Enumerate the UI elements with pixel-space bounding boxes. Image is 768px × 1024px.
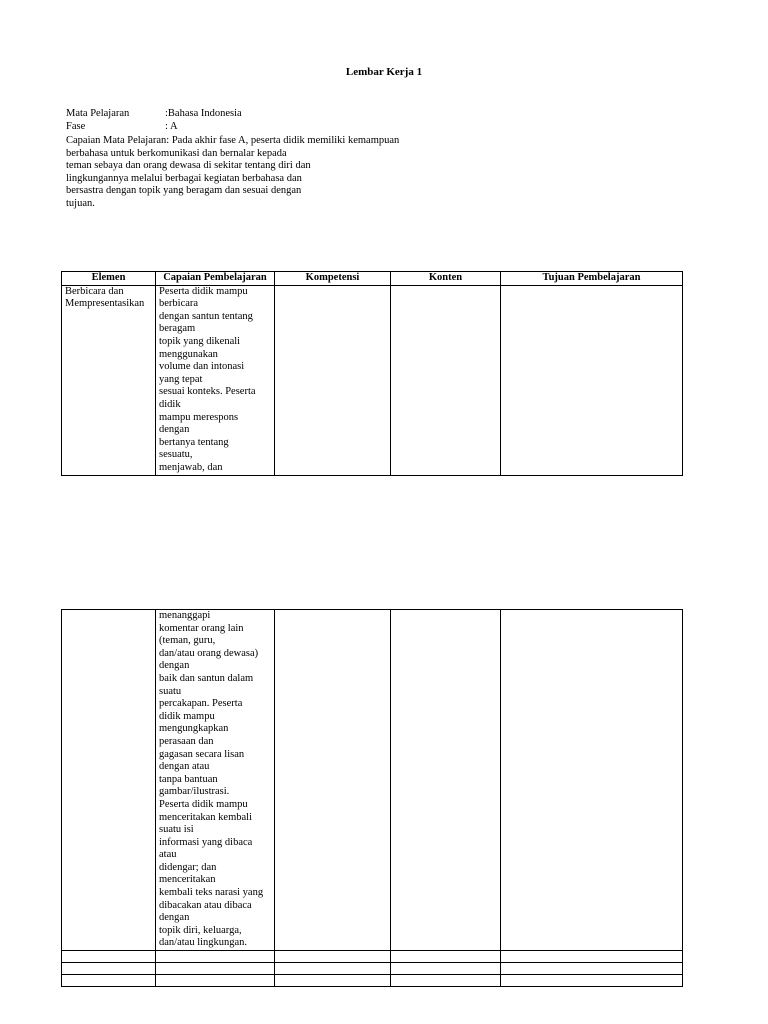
cell-konten[interactable] xyxy=(391,610,501,951)
cell-kompetensi[interactable] xyxy=(275,951,391,963)
meta-row-subject xyxy=(66,108,426,121)
table-row xyxy=(62,975,683,987)
worksheet-table-continued xyxy=(61,609,683,987)
capaian-line: beragam xyxy=(159,323,196,335)
capaian-line: perasaan dan xyxy=(159,735,214,747)
cell-capaian xyxy=(156,610,275,951)
page-title: Lembar Kerja 1 xyxy=(345,66,423,78)
capaian-line: dengan xyxy=(159,912,190,924)
capaian-line: volume dan intonasi xyxy=(159,361,245,373)
description-line: berbahasa untuk berkomunikasi dan bernalar kepada xyxy=(66,147,287,159)
capaian-line: bertanya tentang xyxy=(159,436,229,448)
capaian-line: dengan atau xyxy=(159,761,210,773)
meta-value: : A xyxy=(165,120,178,132)
cell-konten[interactable] xyxy=(391,285,501,475)
elemen-line: Berbicara dan xyxy=(65,285,124,297)
cell-elemen[interactable] xyxy=(62,975,156,987)
capaian-line: berbicara xyxy=(159,298,199,310)
meta-label: Fase xyxy=(66,120,86,132)
cell-tujuan[interactable] xyxy=(501,285,683,475)
cell-kompetensi[interactable] xyxy=(275,963,391,975)
capaian-line: (teman, guru, xyxy=(159,635,216,647)
capaian-line: dengan santun tentang xyxy=(159,310,253,322)
cell-konten[interactable] xyxy=(391,951,501,963)
header-kompetensi: Kompetensi xyxy=(275,272,391,286)
cell-capaian[interactable] xyxy=(156,963,275,975)
capaian-line: gambar/ilustrasi. xyxy=(159,786,230,798)
capaian-line: dan/atau lingkungan. xyxy=(159,937,248,949)
table-row xyxy=(62,951,683,963)
cell-capaian[interactable] xyxy=(156,951,275,963)
description-line: bersastra dengan topik yang beragam dan sesuai dengan xyxy=(66,185,302,197)
cell-elemen[interactable] xyxy=(62,963,156,975)
capaian-line: dengan xyxy=(159,424,190,436)
capaian-line: dan/atau orang dewasa) xyxy=(159,647,259,659)
capaian-line: Peserta didik mampu xyxy=(159,798,248,810)
capaian-line: dengan xyxy=(159,660,190,672)
cell-kompetensi[interactable] xyxy=(275,975,391,987)
description-line: tujuan. xyxy=(66,197,95,209)
capaian-line: gagasan secara lisan xyxy=(159,748,245,760)
description-line: lingkungannya melalui berbagai kegiatan berbahasa dan xyxy=(66,172,302,184)
meta-row-phase xyxy=(66,121,426,134)
description-line: teman sebaya dan orang dewasa di sekitar tentang diri dan xyxy=(66,160,311,172)
capaian-line: sesuatu, xyxy=(159,449,193,461)
cell-tujuan[interactable] xyxy=(501,610,683,951)
capaian-line: menggunakan xyxy=(159,348,218,360)
description-line: Capaian Mata Pelajaran: Pada akhir fase A, peserta didik memiliki kemampuan xyxy=(66,135,400,146)
capaian-line: dibacakan atau dibaca xyxy=(159,899,252,911)
capaian-line: atau xyxy=(159,849,177,861)
cell-elemen xyxy=(62,285,156,475)
capaian-line: informasi yang dibaca xyxy=(159,836,253,848)
capaian-line: kembali teks narasi yang xyxy=(159,887,264,899)
cell-capaian xyxy=(156,285,275,475)
cell-kompetensi[interactable] xyxy=(275,285,391,475)
worksheet-table xyxy=(61,271,683,476)
capaian-line: Peserta didik mampu xyxy=(159,285,248,297)
capaian-line: didik xyxy=(159,398,181,410)
table-row xyxy=(62,963,683,975)
table-row xyxy=(62,610,683,951)
capaian-line: suatu isi xyxy=(159,824,194,836)
header-konten: Konten xyxy=(391,272,501,286)
capaian-line: suatu xyxy=(159,685,182,697)
capaian-line: didik mampu xyxy=(159,710,215,722)
header-elemen: Elemen xyxy=(62,272,156,286)
meta-label: Mata Pelajaran xyxy=(66,108,130,119)
cell-tujuan[interactable] xyxy=(501,975,683,987)
header-capaian: Capaian Pembelajaran xyxy=(156,272,275,286)
capaian-line: menceritakan xyxy=(159,874,216,886)
cell-konten[interactable] xyxy=(391,975,501,987)
capaian-line: baik dan santun dalam xyxy=(159,672,254,684)
capaian-line: komentar orang lain xyxy=(159,622,244,634)
capaian-line: didengar; dan xyxy=(159,861,217,873)
capaian-line: topik diri, keluarga, xyxy=(159,924,242,936)
capaian-line: sesuai konteks. Peserta xyxy=(159,386,256,398)
capaian-line: menanggapi xyxy=(159,610,211,621)
cell-elemen[interactable] xyxy=(62,951,156,963)
cell-elemen xyxy=(62,610,156,951)
cell-capaian[interactable] xyxy=(156,975,275,987)
table-row xyxy=(62,285,683,475)
capaian-line: menceritakan kembali xyxy=(159,811,252,823)
header-tujuan: Tujuan Pembelajaran xyxy=(501,272,683,286)
capaian-line: yang tepat xyxy=(159,373,203,385)
capaian-line: menjawab, dan xyxy=(159,461,223,473)
capaian-line: mampu merespons xyxy=(159,411,239,423)
cell-kompetensi[interactable] xyxy=(275,610,391,951)
capaian-line: tanpa bantuan xyxy=(159,773,218,785)
meta-block xyxy=(66,108,426,133)
learning-outcome-description xyxy=(66,135,426,211)
table-header-row xyxy=(62,272,683,286)
meta-value: :Bahasa Indonesia xyxy=(165,108,242,119)
capaian-line: percakapan. Peserta xyxy=(159,698,243,710)
capaian-line: mengungkapkan xyxy=(159,723,229,735)
elemen-line: Mempresentasikan xyxy=(65,298,145,310)
capaian-line: topik yang dikenali xyxy=(159,335,241,347)
cell-tujuan[interactable] xyxy=(501,951,683,963)
cell-tujuan[interactable] xyxy=(501,963,683,975)
cell-konten[interactable] xyxy=(391,963,501,975)
